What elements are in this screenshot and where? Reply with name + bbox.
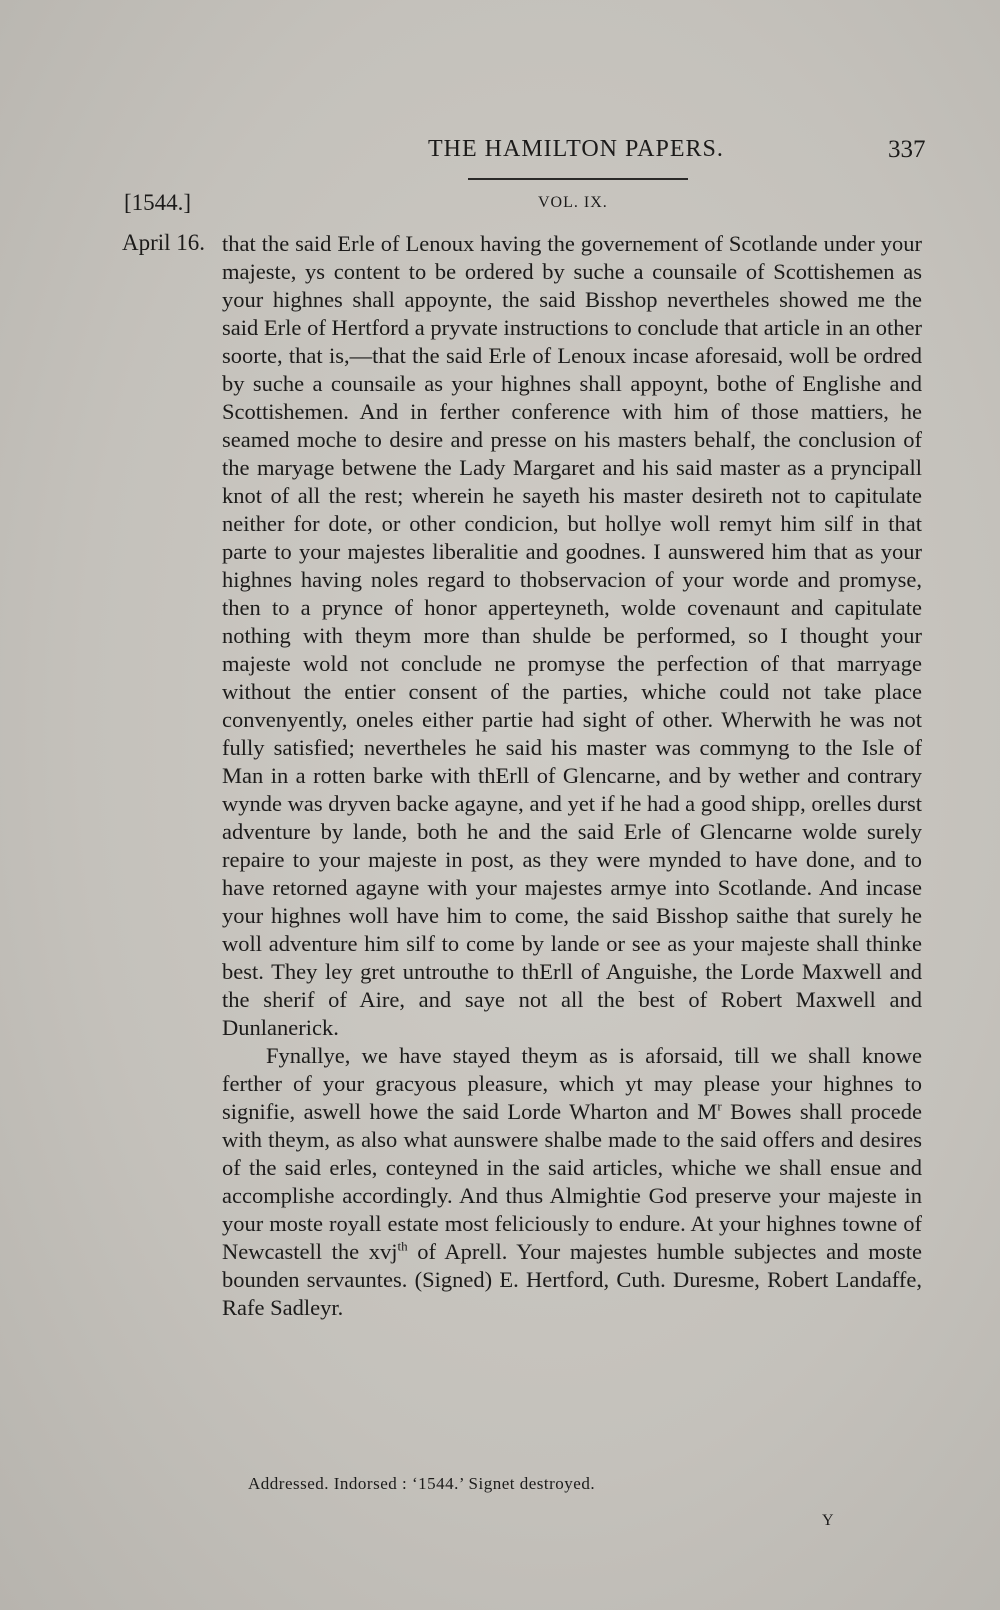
- superscript-r: r: [717, 1098, 722, 1114]
- page-number: 337: [888, 136, 926, 163]
- header-rule: [468, 178, 688, 180]
- paragraph-2-part-2: Bowes shall procede with theym, as also what aunswere shalbe made to the said offers and desires of the said erles, conteyned in the said articles, whiche we shall ensue and accomplishe accordingly. And thus Almightie God preserve your majeste in your moste royall estate most feliciously to endure. At your highnes towne of Newcastell the xvj: [222, 1099, 922, 1264]
- signature-mark: Y: [822, 1512, 834, 1529]
- entry-date: April 16.: [122, 230, 206, 255]
- volume-label: VOL. IX.: [538, 194, 608, 211]
- paragraph-2-part-1: Fynallye, we have stayed theym as is aforsaid, till we shall knowe ferther of your gracyous pleasure, which yt may please your highnes to signifie, aswell howe the said Lorde Wharton and M: [222, 1043, 922, 1124]
- paragraph-1: that the said Erle of Lenoux having the governement of Scotlande under your majeste, ys content to be ordered by suche a counsaile of Scottishemen as your highnes shall appoynte, the said Bisshop nevertheles showed me the said Erle of Hertford a pryvate instructions to conclude that article in an other soorte, that is,—that the said Erle of Lenoux incase aforesaid, woll be ordred by suche a counsaile as your highnes shall appoynt, bothe of Englishe and Scottishemen. And in ferther conference with him of those mattiers, he seamed moche to desire and presse on his masters behalf, the conclusion of the maryage betwene the Lady Margaret and his said master as a pryncipall knot of all the rest; wherein he sayeth his master desireth not to capitulate neither for dote, or other condicion, but hollye woll remyt him silf in that parte to your majestes liberalitie and goodnes. I aunswered him that as your highnes having noles regard to thobservacion of your worde and promyse, then to a prynce of honor apperteyneth, wolde covenaunt and capitulate nothing with theym more than shulde be performed, so I thought your majeste wold not conclude ne promyse the perfection of that marryage without the entier consent of the parties, whiche could not take place convenyently, oneles either partie had sight of other. Wherwith he was not fully satisfied; nevertheles he said his master was commyng to the Isle of Man in a rotten barke with thErll of Glencarne, and by wether and contrary wynde was dryven backe agayne, and yet if he had a good shipp, orelles durst adventure by lande, both he and the said Erle of Glencarne wolde surely repaire to your majeste in post, as they were mynded to have done, and to have retorned agayne with your majestes armye into Scotlande. And incase your highnes woll have him to come, the said Bisshop saithe that surely he woll adventure him silf to come by lande or see as your majeste shall thinke best. They ley gret untrouthe to thErll of Anguishe, the Lorde Maxwell and the sherif of Aire, and saye not all the best of Robert Maxwell and Dunlanerick.: [222, 231, 922, 1040]
- paragraph-2: [222, 1042, 922, 1322]
- address-note: Addressed. Indorsed : ‘1544.’ Signet destroyed.: [248, 1474, 596, 1493]
- letter-body: [222, 230, 922, 1322]
- running-title: THE HAMILTON PAPERS.: [428, 136, 724, 162]
- superscript-th: th: [397, 1238, 408, 1254]
- year-label: [1544.]: [124, 190, 192, 215]
- paragraph-2-part-3: of Aprell. Your majestes humble subjectes and moste bounden servauntes. (Signed) E. Hertford, Cuth. Duresme, Robert Landaffe, Rafe Sadleyr.: [222, 1239, 922, 1320]
